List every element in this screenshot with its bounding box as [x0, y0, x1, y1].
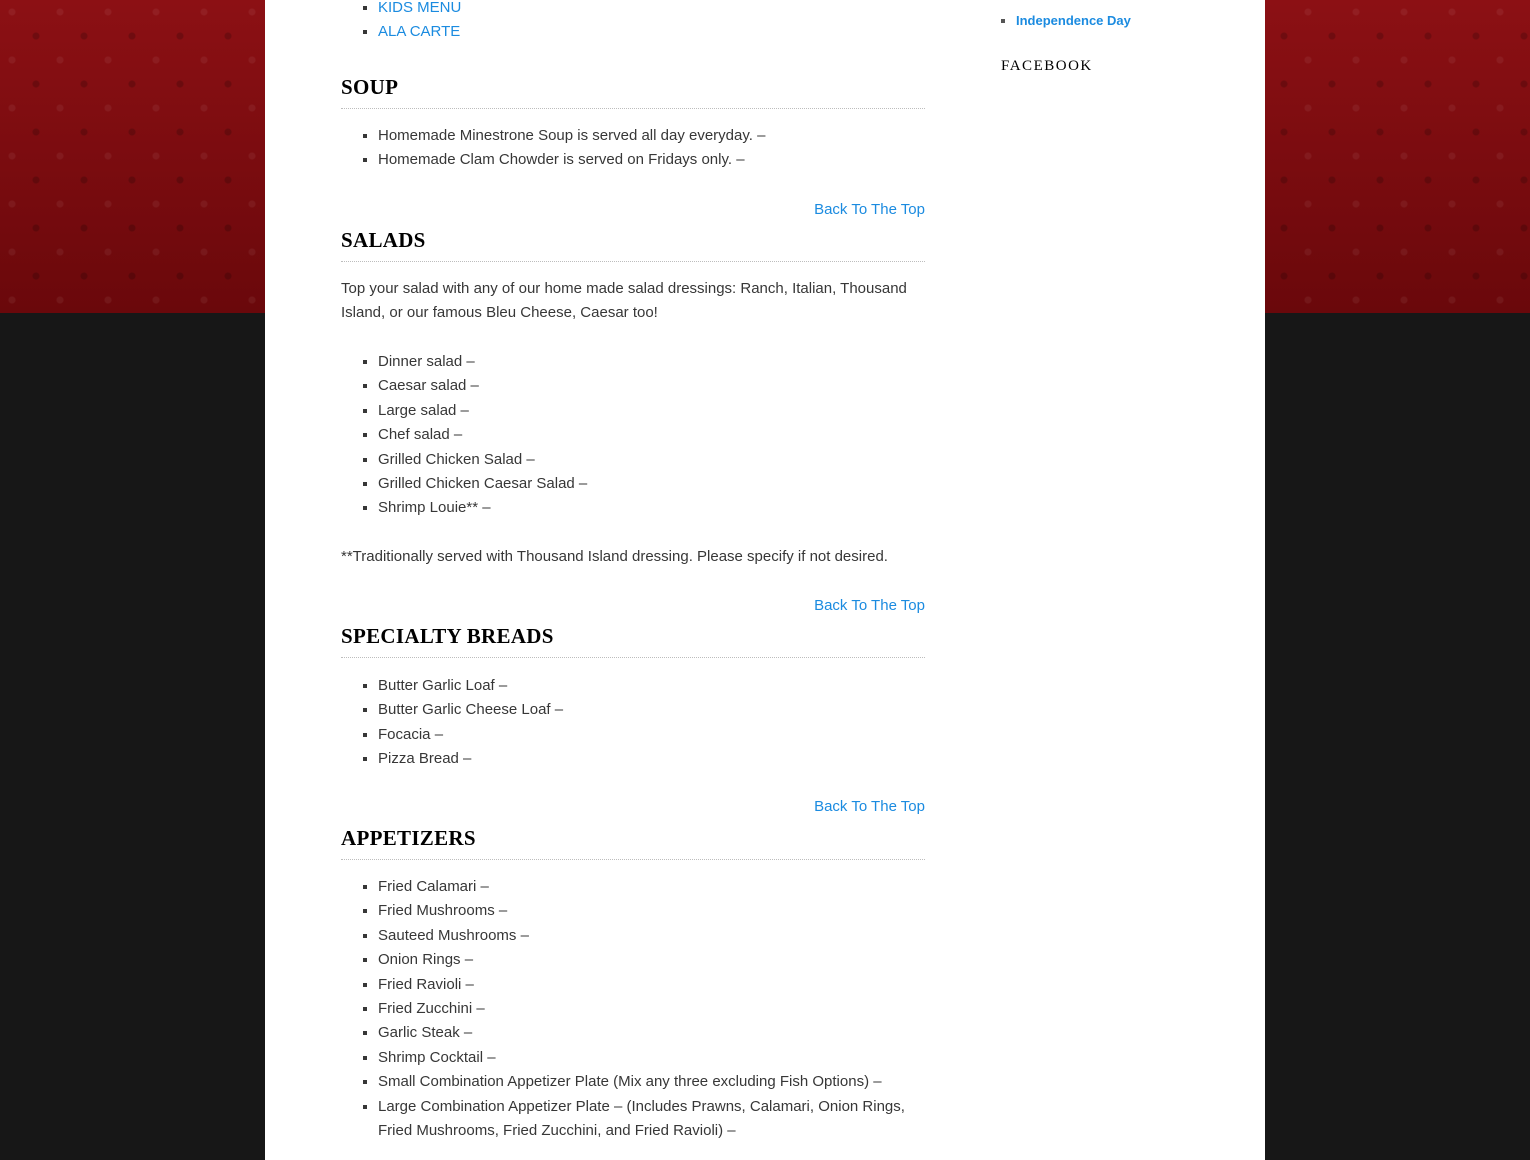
- list-item: ▪ Grilled Chicken Caesar Salad –: [378, 472, 925, 496]
- list-item: ▪ Onion Rings –: [378, 948, 925, 972]
- salads-heading: SALADS: [341, 228, 925, 262]
- list-item: ▪ Pizza Bread –: [378, 747, 925, 771]
- list-item: ▪ Fried Zucchini –: [378, 997, 925, 1021]
- list-item: ▪ Homemade Clam Chowder is served on Fridays only. –: [378, 148, 925, 172]
- appetizers-heading: APPETIZERS: [341, 826, 925, 860]
- back-to-top-link[interactable]: Back To The Top: [814, 798, 925, 815]
- list-item: ▪ Chef salad –: [378, 423, 925, 447]
- list-item: ▪ Large salad –: [378, 399, 925, 423]
- soup-heading: SOUP: [341, 75, 925, 109]
- list-item: ▪ Sauteed Mushrooms –: [378, 924, 925, 948]
- list-item: ▪ Fried Mushrooms –: [378, 899, 925, 923]
- list-item: ▪ Shrimp Cocktail –: [378, 1046, 925, 1070]
- list-item: ▪ Grilled Chicken Salad –: [378, 448, 925, 472]
- list-item: ▪ Focacia –: [378, 723, 925, 747]
- list-item: ▪ Fried Ravioli –: [378, 973, 925, 997]
- independence-day-link[interactable]: Independence Day: [1016, 13, 1131, 28]
- kids-menu-link[interactable]: KIDS MENU: [378, 0, 462, 16]
- appetizers-list: [341, 875, 925, 1143]
- nav-item-kids-menu: [378, 0, 461, 20]
- salads-list-wrap: [341, 350, 925, 521]
- breads-heading: SPECIALTY BREADS: [341, 624, 925, 658]
- appetizers-list-wrap: [341, 875, 925, 1143]
- salads-intro: Top your salad with any of our home made salad dressings: Ranch, Italian, Thousand Island, or our famous Bleu Cheese, Caesar too!: [341, 280, 907, 322]
- list-item: ▪ Butter Garlic Loaf –: [378, 674, 925, 698]
- back-to-top-link[interactable]: Back To The Top: [814, 597, 925, 614]
- menu-nav-list: [341, 0, 461, 45]
- salads-list: [341, 350, 925, 521]
- breads-list-wrap: [341, 674, 925, 772]
- list-item: ▪ Fried Calamari –: [378, 875, 925, 899]
- list-item: ▪ Caesar salad –: [378, 374, 925, 398]
- list-item: ▪ Garlic Steak –: [378, 1021, 925, 1045]
- page-container: [265, 0, 1265, 1160]
- salads-note: **Traditionally served with Thousand Island dressing. Please specify if not desired.: [341, 548, 888, 565]
- soup-list-wrap: [341, 124, 925, 173]
- facebook-heading: FACEBOOK: [1001, 58, 1093, 74]
- sidebar-item: [1016, 12, 1131, 30]
- list-item: ▪ Small Combination Appetizer Plate (Mix any three excluding Fish Options) –: [378, 1070, 925, 1094]
- ala-carte-link[interactable]: ALA CARTE: [378, 23, 461, 41]
- soup-list: [341, 124, 925, 173]
- nav-item-ala-carte: [378, 20, 461, 44]
- sidebar-list: [1001, 12, 1131, 30]
- list-item: ▪ Homemade Minestrone Soup is served all day everyday. –: [378, 124, 925, 148]
- back-to-top-link[interactable]: Back To The Top: [814, 201, 925, 218]
- list-item: ▪ Large Combination Appetizer Plate – (Includes Prawns, Calamari, Onion Rings, Fried Mushrooms, Fried Zucchini, and Fried Ravioli) –: [378, 1095, 925, 1144]
- list-item: ▪ Shrimp Louie** –: [378, 496, 925, 520]
- breads-list: [341, 674, 925, 772]
- list-item: ▪ Dinner salad –: [378, 350, 925, 374]
- list-item: ▪ Butter Garlic Cheese Loaf –: [378, 698, 925, 722]
